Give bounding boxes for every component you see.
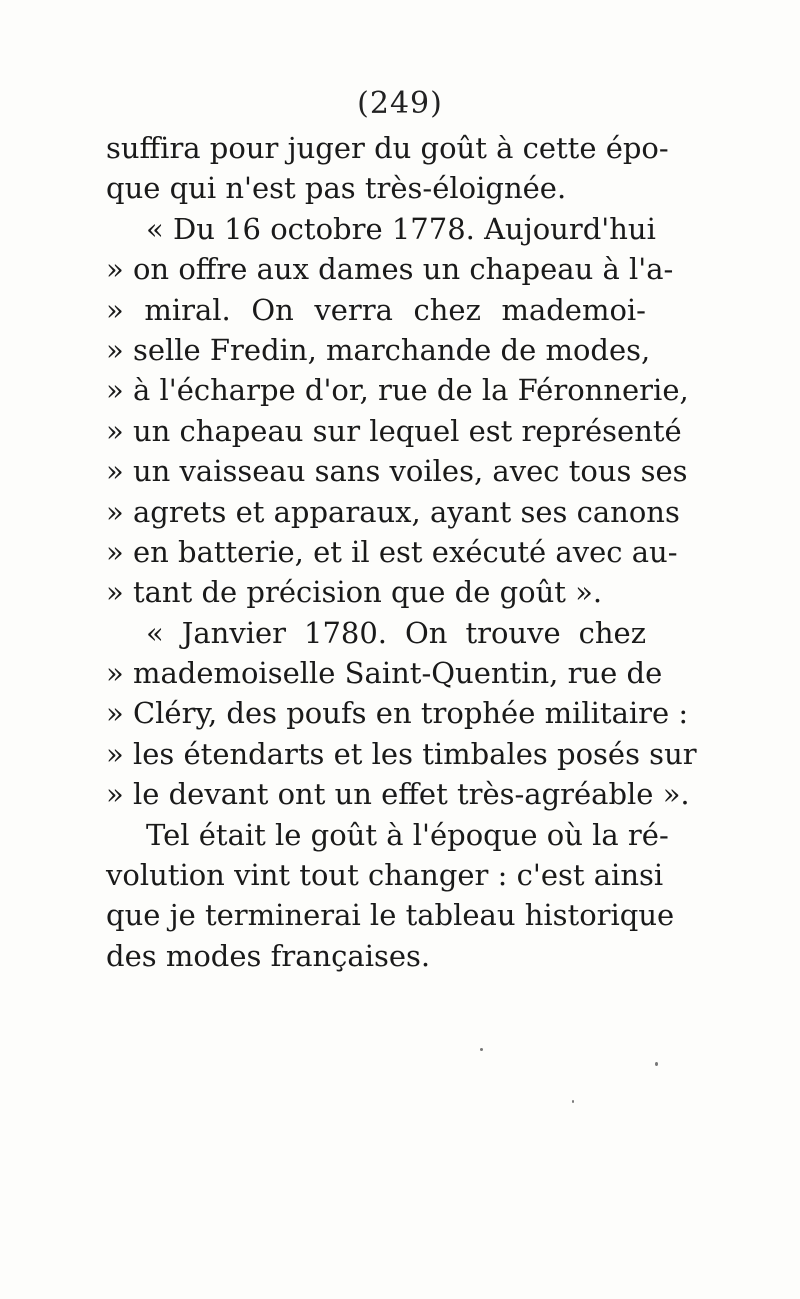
text-line: des modes françaises. (106, 938, 431, 973)
text-line: suffira pour juger du goût à cette épo- (106, 131, 669, 165)
text-line: » selle Fredin, marchande de modes, (106, 332, 651, 367)
text-line: » un vaisseau sans voiles, avec tous ses (106, 454, 688, 489)
text-line: » les étendarts et les timbales posés sur (106, 736, 697, 771)
text-line: » tant de précision que de goût ». (106, 575, 603, 610)
dust-speck (655, 1062, 658, 1066)
text-line: » on offre aux dames un chapeau à l'a- (106, 252, 674, 287)
text-line: Tel était le goût à l'époque où la ré- (146, 817, 669, 852)
text-line: » un chapeau sur lequel est représenté (106, 413, 682, 448)
text-line: » miral. On verra chez mademoi- (106, 292, 646, 327)
text-line: » mademoiselle Saint-Quentin, rue de (106, 656, 663, 691)
text-line: » Cléry, des poufs en trophée militaire : (106, 696, 689, 731)
text-line: que qui n'est pas très-éloignée. (106, 171, 567, 206)
text-line: » agrets et apparaux, ayant ses canons (106, 494, 680, 529)
text-line: » à l'écharpe d'or, rue de la Féronnerie, (106, 373, 689, 408)
text-line: » le devant ont un effet très-agréable ». (106, 777, 690, 812)
body-text (106, 128, 697, 976)
text-line: « Du 16 octobre 1778. Aujourd'hui (146, 211, 656, 246)
text-line: que je terminerai le tableau historique (106, 898, 675, 933)
text-line: « Janvier 1780. On trouve chez (146, 615, 646, 650)
text-line: volution vint tout changer : c'est ainsi (106, 858, 664, 893)
dust-speck (572, 1100, 574, 1103)
text-line: » en batterie, et il est exécuté avec au- (106, 534, 678, 569)
dust-speck (480, 1048, 483, 1051)
page-number: (249) (357, 86, 443, 121)
